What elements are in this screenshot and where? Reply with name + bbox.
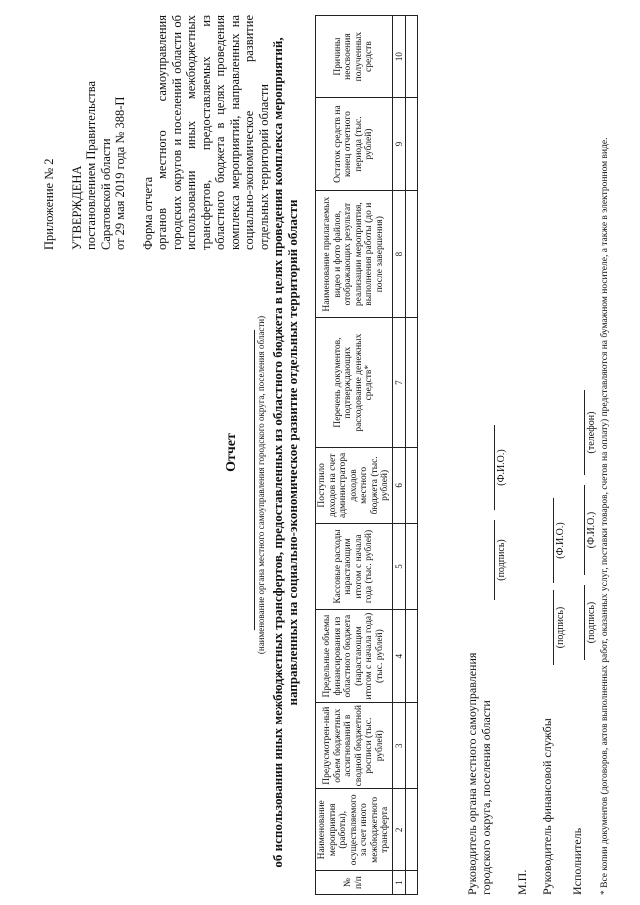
header-cell: Предусмотрен-ный объем бюджетных ассигнований в сводной бюджетной росписи (тыс. рублей): [316, 703, 393, 789]
column-number-row: [392, 16, 406, 895]
column-number: 1: [392, 871, 406, 895]
table-cell: [406, 523, 418, 609]
column-number: 8: [392, 190, 406, 317]
header-cell: Остаток средств на конец отчетного периода (тыс. рублей): [316, 98, 393, 191]
finance-sign-caption: (подпись): [555, 606, 566, 649]
header-cell: Кассовые расходы нарастающим итогом с начала года (тыс. рублей): [316, 523, 393, 609]
header-cell: Наименование мероприятия (работы), осуществляемого за счет иного межбюджетного трансферта: [316, 789, 393, 871]
header-cell: Предельные объемы финансирования из областного бюджета (нарастающим итогом с начала года) (тыс. рублей): [316, 610, 393, 703]
stamp-place-label: М.П.: [515, 869, 529, 895]
table-header-row: [316, 16, 393, 895]
footnote: * Все копии документов (договоров, актов выполненных работ, оказанных услуг, поставки товаров, счетов на оплату) представляются на бумажном носителе, а также в электронном виде.: [600, 137, 610, 895]
executor-sign-caption: (подпись): [586, 601, 597, 644]
org-name-caption: (наименование органа местного самоуправления городского округа, поселения области): [256, 315, 266, 655]
column-number: 9: [392, 98, 406, 191]
org-name-line: [254, 330, 255, 630]
report-title: Отчет: [224, 433, 239, 472]
executor-title: Исполнитель: [570, 827, 584, 895]
table-cell: [406, 871, 418, 895]
finance-fio-caption: (Ф.И.О.): [555, 522, 566, 559]
executor-fio-line: [584, 485, 585, 575]
table-cell: [406, 98, 418, 191]
column-number: 7: [392, 318, 406, 448]
head-sign-caption: (подпись): [496, 539, 507, 581]
approved-label: УТВЕРЖДЕНА: [69, 165, 84, 250]
header-cell: Перечень документов, подтверждающих расходование денежных средств*: [316, 318, 393, 448]
finance-signature-line: [553, 590, 554, 665]
head-fio-line: [494, 425, 495, 510]
table-cell: [406, 16, 418, 98]
form-title: Форма отчета: [140, 176, 155, 250]
report-subtitle: об использовании иных межбюджетных трансфертов, предоставленных из областного бюджета в целях проведения комплекса мероприятий, направленных на социально-экономическое развитие отдельных территорий области: [270, 37, 300, 868]
header-cell: Причины неосвоения полученных средств: [316, 16, 393, 98]
column-number: 3: [392, 703, 406, 789]
column-number: 10: [392, 16, 406, 98]
head-title-line-1: Руководитель органа местного самоуправления: [465, 652, 479, 895]
table-row: [406, 16, 418, 895]
table-cell: [406, 190, 418, 317]
appendix-number: Приложение № 2: [42, 158, 56, 250]
resolution-line-2: Саратовской области: [98, 138, 113, 250]
table-cell: [406, 318, 418, 448]
executor-phone-caption: (телефон): [586, 411, 597, 454]
form-description: органов местного самоуправления городских округов и поселений области об использовании иных межбюджетных трансфертов, предоставляемых из областного бюджета в целях проведения комплекса мероприятий, направленных на социально-экономическое развитие отдельных территорий области: [155, 15, 271, 250]
column-number: 6: [392, 447, 406, 523]
report-table: [315, 15, 418, 895]
table-cell: [406, 610, 418, 703]
header-cell: № п/п: [316, 871, 393, 895]
table-cell: [406, 447, 418, 523]
header-cell: Поступило доходов на счет администратора доходов местного бюджета (тыс. рублей): [316, 447, 393, 523]
executor-phone-line: [584, 390, 585, 475]
finance-head-title: Руководитель финансовой службы: [540, 718, 554, 895]
head-title-line-2: городского округа, поселения области: [479, 700, 493, 895]
table-cell: [406, 789, 418, 871]
head-fio-caption: (Ф.И.О.): [496, 449, 507, 486]
table-cell: [406, 703, 418, 789]
resolution-line-1: постановлением Правительства: [84, 80, 98, 250]
finance-fio-line: [553, 498, 554, 583]
head-signature-title: [465, 653, 493, 895]
resolution-line-3: от 29 мая 2019 года № 388-П: [113, 96, 127, 250]
head-signature-line: [494, 520, 495, 600]
column-number: 2: [392, 789, 406, 871]
executor-fio-caption: (Ф.И.О.): [586, 511, 597, 549]
column-number: 5: [392, 523, 406, 609]
executor-signature-line: [584, 585, 585, 660]
header-cell: Наименование прилагаемых видео и фото файлов, отображающих результат реализации мероприятия, выполнения работы (до и после завершения): [316, 190, 393, 317]
column-number: 4: [392, 610, 406, 703]
